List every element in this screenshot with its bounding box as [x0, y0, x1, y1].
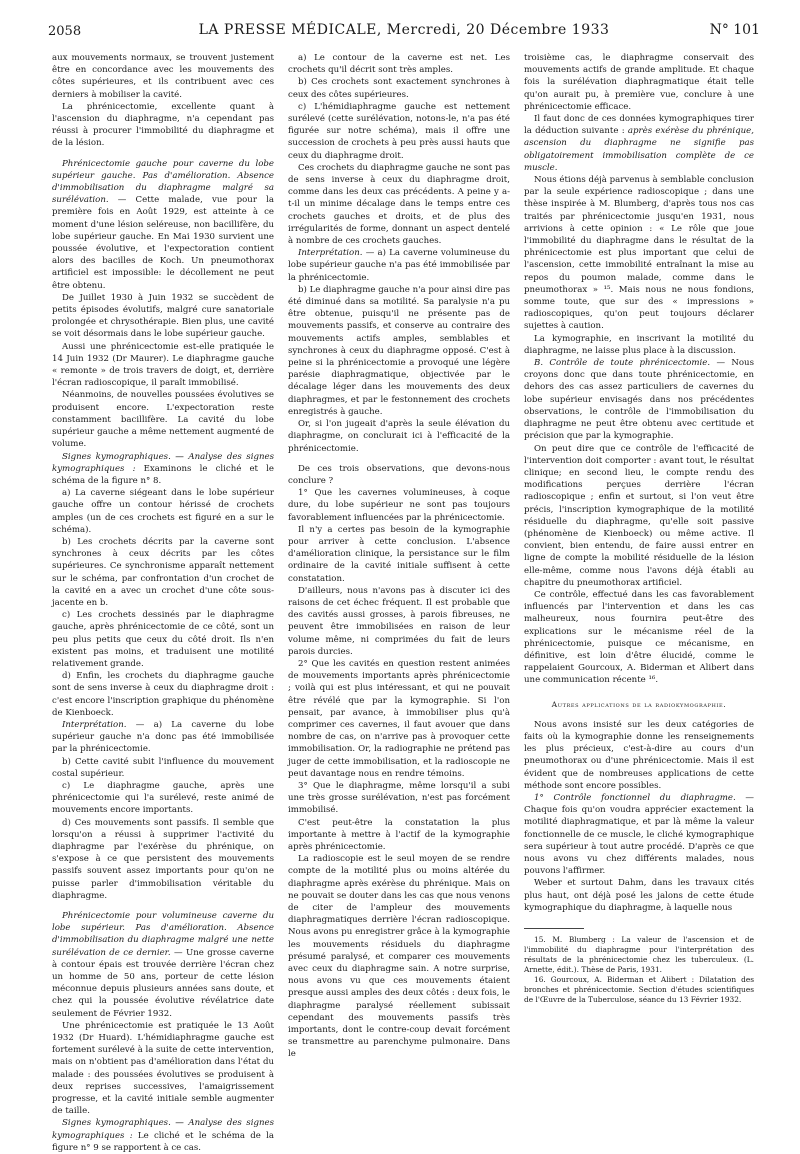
paragraph: 1° Que les cavernes volumineuses, à coque dure, du lobe supérieur ne sont pas toujours favorablement influencées par la phrénicectomie. — [288, 488, 510, 523]
paragraph: Nous étions déjà parvenus à semblable conclusion par la seule expérience radioscopique ; dans une thèse inspirée à M. Blumberg, d'après tous nos cas traités par phrénicectomie jusqu'en 1931, nous arrivions à cette opinion : « Le rôle que joue l'immobilité du diaphragme dans le résultat de la phrénicectomie est plus important que celui de l'ascension, cette immobilité entraînant la mise au repos du poumon malade, comme dans le pneumothorax » ¹⁵. Mais nous ne nous fondions, somme toute, que sur des « impressions » radioscopiques, qu'on peut toujours déclarer sujettes à caution. — [524, 175, 754, 332]
paragraph: c) Les crochets dessinés par le diaphragme gauche, après phrénicectomie de ce côté, sont un peu plus petits que ceux du côté droit. Ils n'en existent pas moins, et traduisent une motilité relativement grande. — [52, 610, 274, 669]
paragraph: c) Le diaphragme gauche, après une phrénicectomie qui l'a surélevé, reste animé de mouvements encore importants. — [52, 780, 274, 816]
footnote-divider — [524, 928, 584, 929]
paragraph: a) Le contour de la caverne est net. Les crochets qu'il décrit sont très amples. — [288, 53, 510, 76]
paragraph: b) Cette cavité subit l'influence du mouvement costal supérieur. — [52, 756, 274, 779]
journal-title: LA PRESSE MÉDICALE, Mercredi, 20 Décembre 1933 — [198, 22, 610, 38]
paragraph: b) Les crochets décrits par la caverne sont synchrones à ceux décrits par les côtes supérieures. Ce synchronisme apparaît nettement sur le schéma, par confrontation d'un crochet de la cavité en a avec un crochet d'une côte sous-jacente en b. — [52, 536, 274, 608]
paragraph: La radioscopie est le seul moyen de se rendre compte de la motilité plus ou moins altérée du diaphragme après exérèse du phrénique. Mais on ne pouvait se douter dans les cas que nous venons de citer de l'ampleur des mouvements diaphragmatiques derrière l'écran radioscopique. Nous avons pu enregistrer grâce à la kymographie les mouvements résiduels du diaphragme présumé paralysé, et comparer ces mouvements avec ceux du diaphragme sain. A notre surprise, nous avons vu que ces mouvements étaient presque aussi amples des deux côtés : deux fois, le diaphragme paralysé réellement subissait cependant des mouvements passifs très importants, dont le contre-coup devait forcément se transmettre au parenchyme pulmonaire. Dans le — [288, 854, 510, 1060]
paragraph: Ce contrôle, effectué dans les cas favorablement influencés par l'intervention et dans les cas malheureux, nous fournira peut-être des explications sur le mécanisme réel de la phrénicectomie, puisque ce mécanisme, en définitive, est loin d'être élucidé, comme le rappelaient Gourcoux, A. Biderman et Alibert dans une communication récente ¹⁶. — [524, 589, 754, 686]
paragraph: aux mouvements normaux, se trouvent justement être en concordance avec les mouvements des côtes supérieures, et ils contribuent avec ces derniers à mobiliser la cavité. — [52, 53, 274, 100]
column-3 — [524, 52, 754, 1005]
case-title: Phrénicectomie pour volumineuse caverne du lobe supérieur. Pas d'amélioration. Absence d'immobilisation du diaphragme malgré une nette surélévation de ce dernier. — [52, 911, 274, 958]
paragraph: b) Le diaphragme gauche n'a pour ainsi dire pas été diminué dans sa motilité. Sa paralysie n'a pu être obtenue, puisqu'il ne présente pas de mouvements passifs, et conserve au contraire des mouvements actifs amples, semblables et synchrones à ceux du diaphragme opposé. C'est à peine si la phrénicectomie a provoqué une légère parésie diaphragmatique, objectivée par le décalage léger dans les mouvements des deux diaphragmes, et par le festonnement des crochets enregistrés à gauche. — [288, 284, 510, 417]
page-number: 2058 — [48, 24, 82, 39]
paragraph: troisième cas, le diaphragme conservait des mouvements actifs de grande amplitude. Et chaque fois la surélévation diaphragmatique était telle qu'on aurait pu, à première vue, conclure à une phrénicectomie efficace. — [524, 53, 754, 112]
paragraph: 1° Contrôle fonctionnel du diaphragme. — Chaque fois qu'on voudra apprécier exactement la motilité diaphragmatique, et par là même la valeur fonctionnelle de ce muscle, le cliché kymographique sera supérieur à tout autre procédé. D'après ce que nous avons vu chez différents malades, nous pouvons l'affirmer. — [524, 792, 754, 877]
paragraph: La kymographie, en inscrivant la motilité du diaphragme, ne laisse plus place à la discussion. — [524, 333, 754, 356]
column-2 — [288, 52, 510, 1061]
paragraph: B. Contrôle de toute phrénicectomie. — Nous croyons donc que dans toute phrénicectomie, en dehors des cas assez particuliers de cavernes du lobe supérieur envisagés dans nos précédentes observations, le contrôle de l'immobilisation du diaphragme ne peut être obtenu avec certitude et précision que par la kymographie. — [524, 358, 755, 442]
subheading: Signes kymographiques. — Analyse des signes kymographiques : — [52, 451, 274, 474]
paragraph: d) Enfin, les crochets du diaphragme gauche sont de sens inverse à ceux du diaphragme droit : c'est encore l'inscription graphique du phénomène de Kienboeck. — [52, 671, 274, 718]
paragraph: Signes kymographiques. — Analyse des signes kymographiques : Le cliché et le schéma de la figure n° 9 se rapportent à ce cas. — [52, 1118, 275, 1153]
paragraph: 3° Que le diaphragme, même lorsqu'il a subi une très grosse surélévation, n'est pas forcément immobilisé. — [288, 780, 510, 816]
case-paragraph: Phrénicectomie pour volumineuse caverne du lobe supérieur. Pas d'amélioration. Absence d'immobilisation du diaphragme malgré une nette surélévation de ce dernier. — Une grosse caverne à contour épais est trouvée derrière l'écran chez un homme de 50 ans, porteur de cette lésion méconnue depuis plusieurs années sans doute, et chez qui la poussée évolutive révélatrice date seulement de Février 1932. — [52, 911, 274, 1019]
paragraph: Or, si l'on jugeait d'après la seule élévation du diaphragme, on conclurait ici à l'efficacité de la phrénicectomie. — [288, 419, 510, 454]
subheading: Interprétation. — [62, 719, 127, 730]
paragraph: Une phrénicectomie est pratiquée le 13 Août 1932 (Dr Huard). L'hémidiaphragme gauche est fortement surélevé à la suite de cette intervention, mais on n'obtient pas d'amélioration dans l'état du malade : des poussées évolutives se produisent à deux reprises successives, l'amaigrissement progresse, et la cavité initiale semble augmenter de taille. — [52, 1020, 275, 1117]
paragraph: Il n'y a certes pas besoin de la kymographie pour arriver à cette conclusion. L'absence d'amélioration clinique, la persistance sur le film ordinaire de la cavité initiale suffisent à cette constatation. — [288, 524, 510, 584]
paragraph: b) Ces crochets sont exactement synchrones à ceux des côtes supérieures. — [288, 77, 510, 100]
section-heading: Autres applications de la radiokymographie. — [551, 699, 727, 709]
paragraph: De Juillet 1930 à Juin 1932 se succèdent de petits épisodes évolutifs, malgré cure sanatoriale prolongée et chrysothérapie. Bien plus, une cavité se voit désormais dans le lobe supérieur gauche. — [52, 292, 274, 340]
footnote-16: 16. Gourcoux, A. Biderman et Alibert : Dilatation des bronches et phrénicectomie. Section d'études scientifiques de l'Œuvre de la Tuberculose, séance du 13 Février 1932. — [524, 975, 754, 1005]
paragraph: Interprétation. — a) La caverne volumineuse du lobe supérieur gauche n'a pas été immobilisée par la phrénicectomie. — [288, 248, 511, 283]
paragraph: a) La caverne siégeant dans le lobe supérieur gauche offre un contour hérissé de crochets amples (un de ces crochets est figuré en a sur le schéma). — [52, 488, 274, 535]
issue-number: N° 101 — [709, 22, 760, 38]
subheading: Signes kymographiques. — Analyse des signes kymographiques : — [52, 1118, 274, 1141]
paragraph: Nous avons insisté sur les deux catégories de faits où la kymographie donne les renseignements les plus précieux, c'est-à-dire au cours d'un pneumothorax ou d'une phrénicectomie. Mais il est évident que de nombreuses applications de cette méthode sont encore possibles. — [524, 719, 754, 791]
paragraph: Ces crochets du diaphragme gauche ne sont pas de sens inverse à ceux du diaphragme droit, comme dans les deux cas précédents. A peine y a-t-il un minime décalage dans le temps entre ces crochets gauches et droits, et de plus des irrégularités de forme, donnant un aspect dentelé à nombre de ces crochets gauches. — [288, 162, 510, 247]
paragraph: Weber et surtout Dahm, dans les travaux cités plus haut, ont déjà posé les jalons de cette étude kymographique du diaphragme, à laquelle nous — [524, 878, 754, 913]
column-1 — [52, 52, 274, 1154]
subheading: B. Contrôle de toute phrénicectomie. — [534, 358, 711, 369]
paragraph: Aussi une phrénicectomie est-elle pratiquée le 14 Juin 1932 (Dr Maurer). Le diaphragme gauche « remonte » de trois travers de doigt, et, derrière l'écran radioscopique, il paraît immobilisé. — [52, 341, 274, 389]
paragraph: d) Ces mouvements sont passifs. Il semble que lorsqu'on a réussi à supprimer l'activité du diaphragme par l'exérèse du phrénique, on s'expose à ce que persistent des mouvements passifs souvent assez importants pour qu'on ne puisse parler d'immobilisation véritable du diaphragme. — [52, 817, 274, 901]
footnote-15: 15. M. Blumberg : La valeur de l'ascension et de l'immobilité du diaphragme pour l'interprétation des résultats de la phrénicectomie chez les tuberculeux. (L. Arnette, édit.). Thèse de Paris, 1931. — [524, 935, 754, 975]
paragraph: Néanmoins, de nouvelles poussées évolutives se produisent encore. L'expectoration reste constamment bacillifère. La cavité du lobe supérieur gauche a même nettement augmenté de volume. — [52, 390, 274, 450]
subheading: Interprétation. — [298, 248, 363, 259]
case-paragraph: Phrénicectomie gauche pour caverne du lobe supérieur gauche. Pas d'amélioration. Absence d'immobilisation du diaphragme malgré sa surélévation. — Cette malade, vue pour la première fois en Août 1929, est atteinte à ce moment d'une lésion seléreuse, non bacillifère, du lobe supérieur gauche. En Mai 1930 survient une poussée évolutive, et l'expectoration contient alors des bacilles de Koch. Un pneumothorax artificiel est impossible: le décollement ne peut être obtenu. — [52, 158, 274, 291]
paragraph: Interprétation. — a) La caverne du lobe supérieur gauche n'a donc pas été immobilisée par la phrénicectomie. — [52, 719, 274, 755]
paragraph: c) L'hémidiaphragme gauche est nettement surélevé (cette surélévation, notons-le, n'a pas été figurée sur notre schéma), mais il offre une succession de crochets à peu près aussi hauts que ceux du diaphragme droit. — [288, 101, 510, 161]
case-title: Phrénicectomie gauche pour caverne du lobe supérieur gauche. Pas d'amélioration. Absence d'immobilisation du diaphragme malgré sa surélévation. — [52, 158, 274, 206]
page-header — [48, 20, 760, 44]
paragraph: On peut dire que ce contrôle de l'efficacité de l'intervention doit comporter : avant tout, le résultat clinique; en second lieu, le compte rendu des modifications perçues derrière l'écran radioscopique ; enfin et surtout, si l'on veut être précis, l'inscription kymographique de la motilité résiduelle du diaphragme, qu'elle soit passive (phénomène de Kienboeck) ou même active. Il convient, bien entendu, de faire aussi entrer en ligne de compte la mobilité résiduelle de la lésion elle-même, comme nous l'avons déjà établi au chapitre du pneumothorax artificiel. — [524, 443, 754, 588]
subheading: 1° Contrôle fonctionnel du diaphragme. — [534, 792, 736, 803]
paragraph: D'ailleurs, nous n'avons pas à discuter ici des raisons de cet échec fréquent. Il est probable que des cavités aussi grosses, à parois fibreuses, ne peuvent être immobilisées en raison de leur volume même, ni comprimées du fait de leurs parois durcies. — [288, 585, 510, 657]
paragraph: Signes kymographiques. — Analyse des signes kymographiques : Examinons le cliché et le schéma de la figure n° 8. — [52, 451, 274, 486]
paragraph: Il faut donc de ces données kymographiques tirer la déduction suivante : après exérèse du phrénique, ascension du diaphragme ne signifie pas obligatoirement immobilisation complète de ce muscle. — [524, 114, 754, 173]
emphasis: après exérèse du phrénique, ascension du diaphragme ne signifie pas obligatoirement immobilisation complète de ce muscle. — [524, 126, 754, 173]
paragraph: 2° Que les cavités en question restent animées de mouvements importants après phrénicectomie ; voilà qui est plus intéressant, et qui ne pouvait être révélé que par la kymographie. Si l'on pensait, par avance, à immobiliser plus qu'à comprimer ces cavernes, il faut avouer que dans nombre de cas, on n'arrive pas à provoquer cette immobilisation. Or, la radiographie ne prétend pas juger de cette immobilisation, et la radioscopie ne peut davantage nous en rendre témoins. — [288, 658, 510, 779]
paragraph: De ces trois observations, que devons-nous conclure ? — [288, 463, 510, 486]
paragraph: C'est peut-être la constatation la plus importante à mettre à l'actif de la kymographie après phrénicectomie. — [288, 817, 510, 852]
paragraph: La phrénicectomie, excellente quant à l'ascension du diaphragme, n'a cependant pas réussi à procurer l'immobilité du diaphragme et de la lésion. — [52, 101, 274, 149]
